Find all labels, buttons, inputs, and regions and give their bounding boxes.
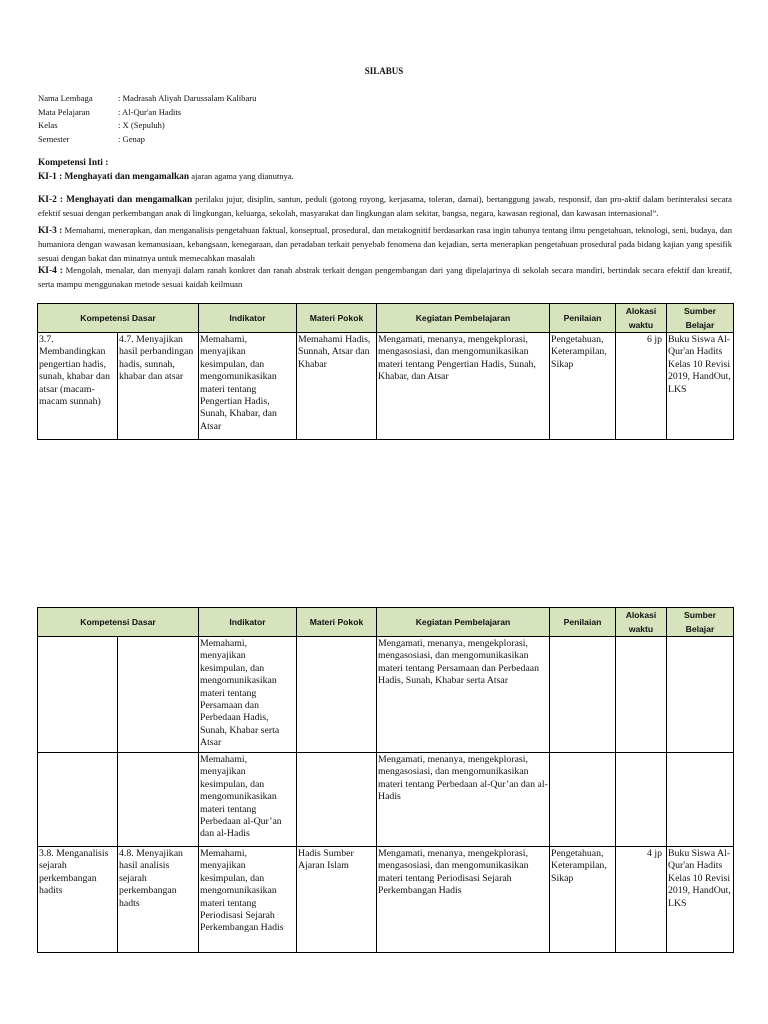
ki-text: Memahami, menerapkan, dan menganalisis pengetahuan faktual, konseptual, prosedural, dan metakognitif berdasarkan rasa ingin tahunya tentang ilmu pengetahuan, teknologi, seni, budaya, dan humaniora dengan wawasan kemanusiaan, kebangsaan, kenegaraan, dan peradaban terkait penyebab fenomena dan kejadian, serta menerapkan pengetahuan prosedural pada bidang kajian yang spesifik sesuai dengan bakat dan minatnya untuk memecahkan masalah <box>38 225 732 263</box>
header-kompetensi-dasar: Kompetensi Dasar <box>38 608 199 637</box>
table-row <box>38 847 734 953</box>
cell-materi: Memahami Hadis, Sunnah, Atsar dan Khabar <box>297 333 377 440</box>
cell-materi: Hadis Sumber Ajaran Islam <box>297 847 377 953</box>
cell-kd3 <box>38 637 118 753</box>
ki-2-paragraph <box>38 193 732 221</box>
syllabus-table-1 <box>37 303 734 440</box>
cell-kd3: 3.8. Menganalisis sejarah perkembangan hadits <box>38 847 118 953</box>
ki-3-paragraph <box>38 224 732 265</box>
ki-1-paragraph <box>38 170 732 184</box>
info-row-lembaga <box>38 92 256 106</box>
info-value: : Madrasah Aliyah Darussalam Kalibaru <box>118 93 257 103</box>
cell-indikator: Memahami, menyajikan kesimpulan, dan mengomunikasikan materi tentang Persamaan dan Perbedaan Hadis, Sunah, Khabar serta Atsar <box>199 637 297 753</box>
cell-kegiatan: Mengamati, menanya, mengekplorasi, mengasosiasi, dan mengomunikasikan materi tentang Persamaan dan Perbedaan Hadis, Sunah, Khabar serta Atsar <box>377 637 550 753</box>
ki-lead: KI-2 : Menghayati dan mengamalkan <box>38 195 193 205</box>
cell-penilaian <box>550 637 616 753</box>
info-row-kelas <box>38 119 256 133</box>
cell-indikator: Memahami, menyajikan kesimpulan, dan mengomunikasikan materi tentang Perbedaan al-Qur’an dan al-Hadis <box>199 753 297 847</box>
kompetensi-inti-heading: Kompetensi Inti : <box>38 158 109 168</box>
header-sumber-belajar: Sumber Belajar <box>667 304 734 333</box>
header-kompetensi-dasar: Kompetensi Dasar <box>38 304 199 333</box>
info-row-mapel <box>38 106 256 120</box>
ki-lead: KI-4 : <box>38 266 63 276</box>
header-sumber-belajar: Sumber Belajar <box>667 608 734 637</box>
cell-kd3: 3.7. Membandingkan pengertian hadis, sunah, khabar dan atsar (macam-macam sunnah) <box>38 333 118 440</box>
info-label: Nama Lembaga <box>38 93 93 103</box>
cell-kegiatan: Mengamati, menanya, mengekplorasi, mengasosiasi, dan mengomunikasikan materi tentang Pengertian Hadis, Sunah, Khabar, dan Atsar <box>377 333 550 440</box>
cell-penilaian: Pengetahuan, Keterampilan, Sikap <box>550 333 616 440</box>
header-indikator: Indikator <box>199 304 297 333</box>
cell-alokasi <box>616 637 667 753</box>
cell-kd3 <box>38 753 118 847</box>
header-penilaian: Penilaian <box>550 304 616 333</box>
cell-kd4 <box>118 753 199 847</box>
header-materi-pokok: Materi Pokok <box>297 304 377 333</box>
info-label: Mata Pelajaran <box>38 106 90 117</box>
header-alokasi-waktu: Alokasi waktu <box>616 608 667 637</box>
header-kegiatan: Kegiatan Pembelajaran <box>377 304 550 333</box>
identity-block <box>38 92 256 146</box>
info-row-semester <box>38 133 256 147</box>
table-row <box>38 637 734 753</box>
ki-lead: KI-3 : <box>38 226 63 236</box>
header-alokasi-waktu: Alokasi waktu <box>616 304 667 333</box>
cell-sumber: Buku Siswa Al-Qur'an Hadits Kelas 10 Revisi 2019, HandOut, LKS <box>667 333 734 440</box>
cell-alokasi <box>616 753 667 847</box>
table-header-row <box>38 608 734 637</box>
table-row <box>38 753 734 847</box>
cell-materi <box>297 753 377 847</box>
syllabus-table-2 <box>37 607 734 953</box>
header-materi-pokok: Materi Pokok <box>297 608 377 637</box>
cell-sumber <box>667 753 734 847</box>
ki-lead: KI-1 : Menghayati dan mengamalkan <box>38 172 190 182</box>
info-value: : Genap <box>118 133 145 144</box>
cell-materi <box>297 637 377 753</box>
table-header-row <box>38 304 734 333</box>
cell-kd4 <box>118 637 199 753</box>
cell-kd4: 4.8. Menyajikan hasil analisis sejarah perkembangan hadts <box>118 847 199 953</box>
table-body <box>38 333 734 440</box>
cell-indikator: Memahami, menyajikan kesimpulan, dan mengomunikasikan materi tentang Periodisasi Sejarah Perkembangan Hadis <box>199 847 297 953</box>
document-title: SILABUS <box>364 66 404 76</box>
cell-sumber: Buku Siswa Al-Qur'an Hadits Kelas 10 Revisi 2019, HandOut, LKS <box>667 847 734 953</box>
info-value: : Al-Qur'an Hadits <box>118 106 182 117</box>
info-value: : X (Sepuluh) <box>118 120 165 130</box>
cell-penilaian <box>550 753 616 847</box>
header-indikator: Indikator <box>199 608 297 637</box>
cell-kegiatan: Mengamati, menanya, mengekplorasi, mengasosiasi, dan mengomunikasikan materi tentang Periodisasi Sejarah Perkembangan Hadis <box>377 847 550 953</box>
ki-4-paragraph <box>38 264 732 292</box>
ki-text: perilaku jujur, disiplin, santun, peduli (gotong royong, kerjasama, toleran, damai), bertanggung jawab, responsif, dan pro-aktif dalam berinteraksi secara efektif sesuai dengan perkembangan anak di lingkungan, keluarga, sekolah, masyarakat dan lingkungan alam sekitar, bangsa, negara, kawasan regional, dan kawasan internasional”. <box>38 194 732 219</box>
table-row <box>38 333 734 440</box>
cell-alokasi: 4 jp <box>616 847 667 953</box>
header-penilaian: Penilaian <box>550 608 616 637</box>
cell-sumber <box>667 637 734 753</box>
cell-kd4: 4.7. Menyajikan hasil perbandingan hadis, sunnah, khabar dan atsar <box>118 333 199 440</box>
cell-kegiatan: Mengamati, menanya, mengekplorasi, mengasosiasi, dan mengomunikasikan materi tentang Perbedaan al-Qur’an dan al-Hadis <box>377 753 550 847</box>
cell-alokasi: 6 jp <box>616 333 667 440</box>
info-label: Semester <box>38 133 70 144</box>
table-body <box>38 637 734 953</box>
ki-text: ajaran agama yang dianutnya. <box>189 171 294 181</box>
ki-text: Mengolah, menalar, dan menyaji dalam ranah konkret dan ranah abstrak terkait dengan pengembangan dari yang dipelajarinya di sekolah secara mandiri, bertindak secara efektif dan kreatif, serta mampu menggunakan metode sesuai kaidah keilmuan <box>38 265 732 290</box>
cell-indikator: Memahami, menyajikan kesimpulan, dan mengomunikasikan materi tentang Pengertian Hadis, Sunah, Khabar, dan Atsar <box>199 333 297 440</box>
cell-penilaian: Pengetahuan, Keterampilan, Sikap <box>550 847 616 953</box>
info-label: Kelas <box>38 120 58 130</box>
header-kegiatan: Kegiatan Pembelajaran <box>377 608 550 637</box>
